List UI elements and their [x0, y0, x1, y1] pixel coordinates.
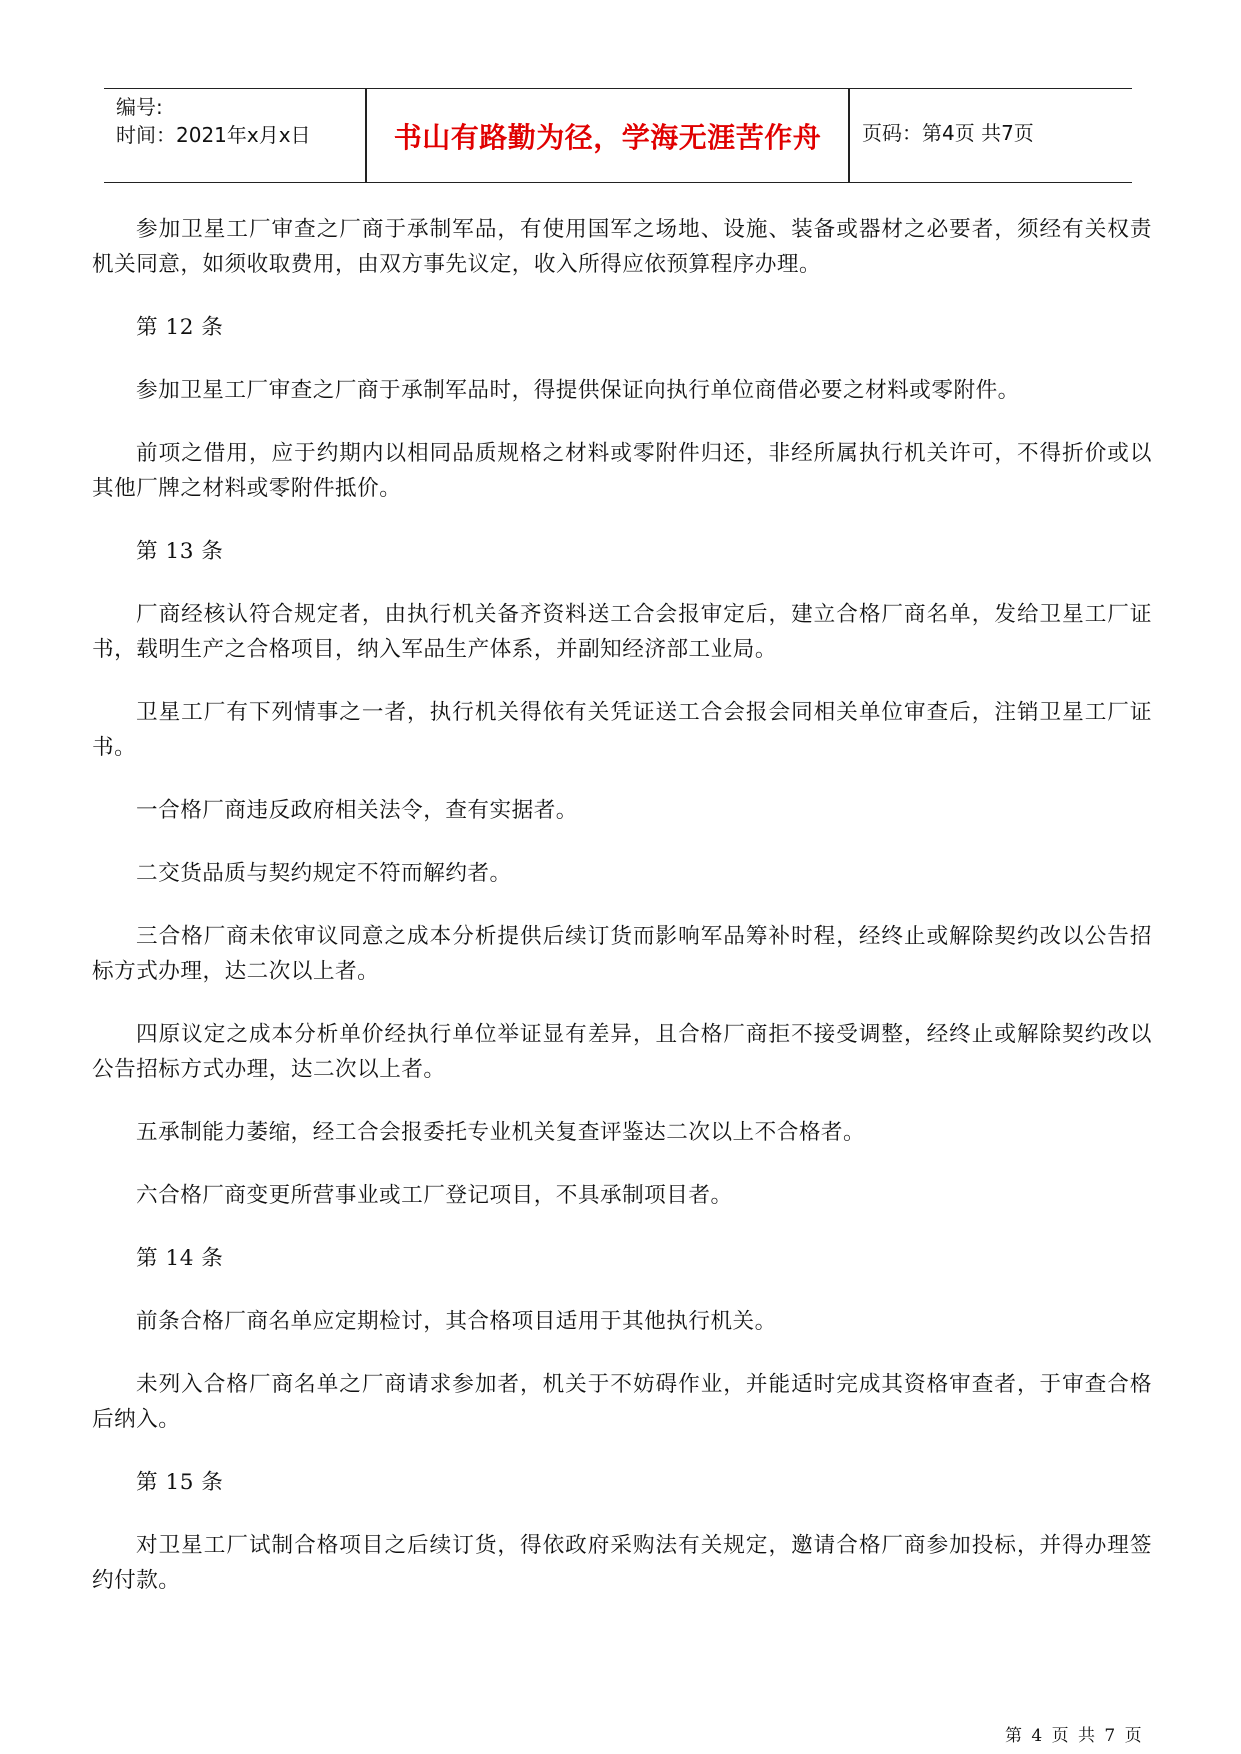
paragraph: 未列入合格厂商名单之厂商请求参加者，机关于不妨碍作业，并能适时完成其资格审查者，于审查合格后纳入。: [92, 1372, 1152, 1432]
list-item: 五承制能力萎缩，经工合会报委托专业机关复查评鉴达二次以上不合格者。: [136, 1120, 866, 1145]
document-body: [92, 212, 1152, 1598]
list-item: 四原议定之成本分析单价经执行单位举证显有差异，且合格厂商拒不接受调整，经终止或解除契约改以公告招标方式办理，达二次以上者。: [92, 1022, 1152, 1082]
article-heading: 第 12 条: [136, 315, 224, 340]
list-item: 六合格厂商变更所营事业或工厂登记项目，不具承制项目者。: [136, 1183, 733, 1208]
document-number-label: 编号:: [116, 95, 163, 119]
paragraph: 卫星工厂有下列情事之一者，执行机关得依有关凭证送工合会报会同相关单位审查后，注销卫星工厂证书。: [92, 700, 1152, 760]
paragraph: 厂商经核认符合规定者，由执行机关备齐资料送工合会报审定后，建立合格厂商名单，发给卫星工厂证书，载明生产之合格项目，纳入军品生产体系，并副知经济部工业局。: [92, 602, 1152, 662]
header-meta: [116, 93, 356, 149]
list-item: 二交货品质与契约规定不符而解约者。: [136, 861, 512, 886]
article-heading: 第 13 条: [136, 539, 224, 564]
article-heading: 第 15 条: [136, 1470, 224, 1495]
header-page-number: 页码：第4页 共7页: [862, 121, 1034, 145]
header-slogan: 书山有路勤为径，学海无涯苦作舟: [393, 120, 822, 154]
header-divider: [848, 89, 850, 182]
page-header: [104, 88, 1132, 183]
article-heading: 第 14 条: [136, 1246, 224, 1271]
document-time-label: 时间：2021年x月x日: [116, 123, 311, 147]
list-item: 一合格厂商违反政府相关法令，查有实据者。: [136, 798, 578, 823]
paragraph: 参加卫星工厂审查之厂商于承制军品，有使用国军之场地、设施、装备或器材之必要者，须经有关权责机关同意，如须收取费用，由双方事先议定，收入所得应依预算程序办理。: [92, 217, 1152, 277]
paragraph: 对卫星工厂试制合格项目之后续订货，得依政府采购法有关规定，邀请合格厂商参加投标，并得办理签约付款。: [92, 1533, 1152, 1593]
page-footer: 第 4 页 共 7 页: [1005, 1726, 1144, 1746]
paragraph: 前条合格厂商名单应定期检讨，其合格项目适用于其他执行机关。: [136, 1309, 777, 1334]
list-item: 三合格厂商未依审议同意之成本分析提供后续订货而影响军品筹补时程，经终止或解除契约改以公告招标方式办理，达二次以上者。: [92, 924, 1152, 984]
paragraph: 前项之借用，应于约期内以相同品质规格之材料或零附件归还，非经所属执行机关许可，不得折价或以其他厂牌之材料或零附件抵价。: [92, 441, 1152, 501]
paragraph: 参加卫星工厂审查之厂商于承制军品时，得提供保证向执行单位商借必要之材料或零附件。: [136, 378, 1020, 403]
